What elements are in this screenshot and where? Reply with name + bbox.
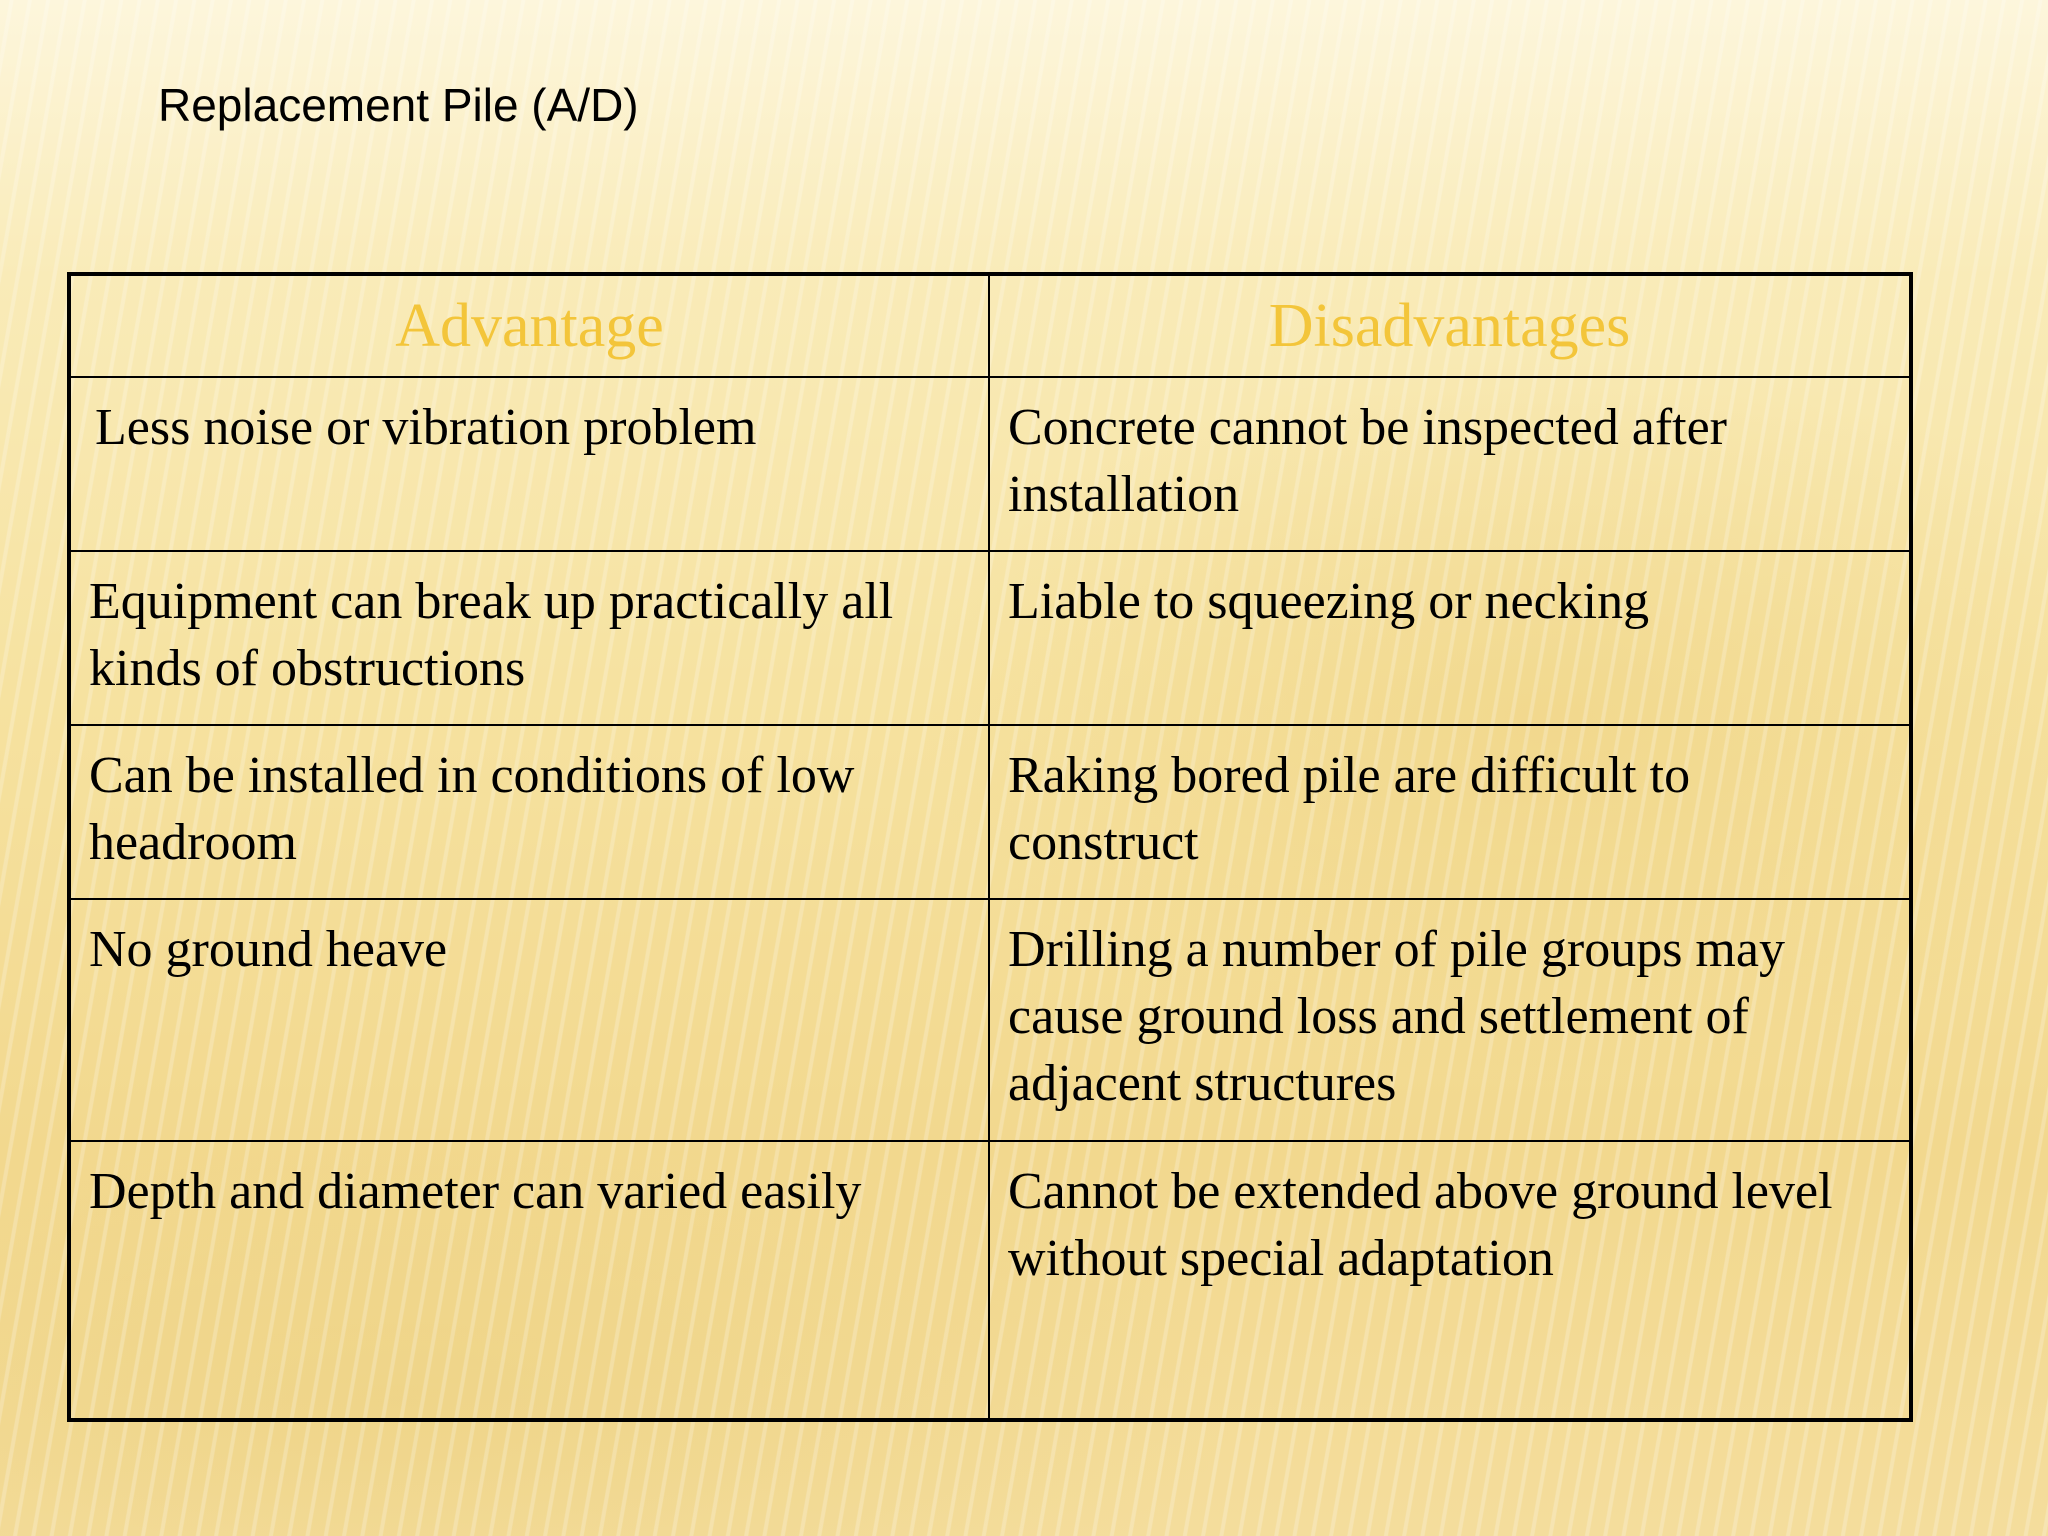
disadvantage-cell: Liable to squeezing or necking bbox=[989, 551, 1911, 725]
advantage-text: Less noise or vibration problem bbox=[95, 399, 757, 456]
table-row bbox=[69, 377, 1911, 551]
slide-title: Replacement Pile (A/D) bbox=[158, 79, 639, 131]
advantage-cell: Equipment can break up practically all kinds of obstructions bbox=[69, 551, 989, 725]
advantage-cell bbox=[69, 377, 989, 551]
disadvantage-cell: Raking bored pile are difficult to construct bbox=[989, 725, 1911, 899]
header-disadvantages: Disadvantages bbox=[989, 274, 1911, 377]
table-row bbox=[69, 551, 1911, 725]
advantages-disadvantages-table bbox=[67, 272, 1913, 1422]
advantage-cell: Can be installed in conditions of low headroom bbox=[69, 725, 989, 899]
table-row bbox=[69, 725, 1911, 899]
header-advantage: Advantage bbox=[69, 274, 989, 377]
advantage-cell: Depth and diameter can varied easily bbox=[69, 1141, 989, 1420]
table-row bbox=[69, 1141, 1911, 1420]
table-header-row bbox=[69, 274, 1911, 377]
advantage-cell: No ground heave bbox=[69, 899, 989, 1141]
disadvantage-cell: Concrete cannot be inspected after installation bbox=[989, 377, 1911, 551]
disadvantage-cell: Cannot be extended above ground level without special adaptation bbox=[989, 1141, 1911, 1420]
table-row bbox=[69, 899, 1911, 1141]
disadvantage-cell: Drilling a number of pile groups may cause ground loss and settlement of adjacent structures bbox=[989, 899, 1911, 1141]
